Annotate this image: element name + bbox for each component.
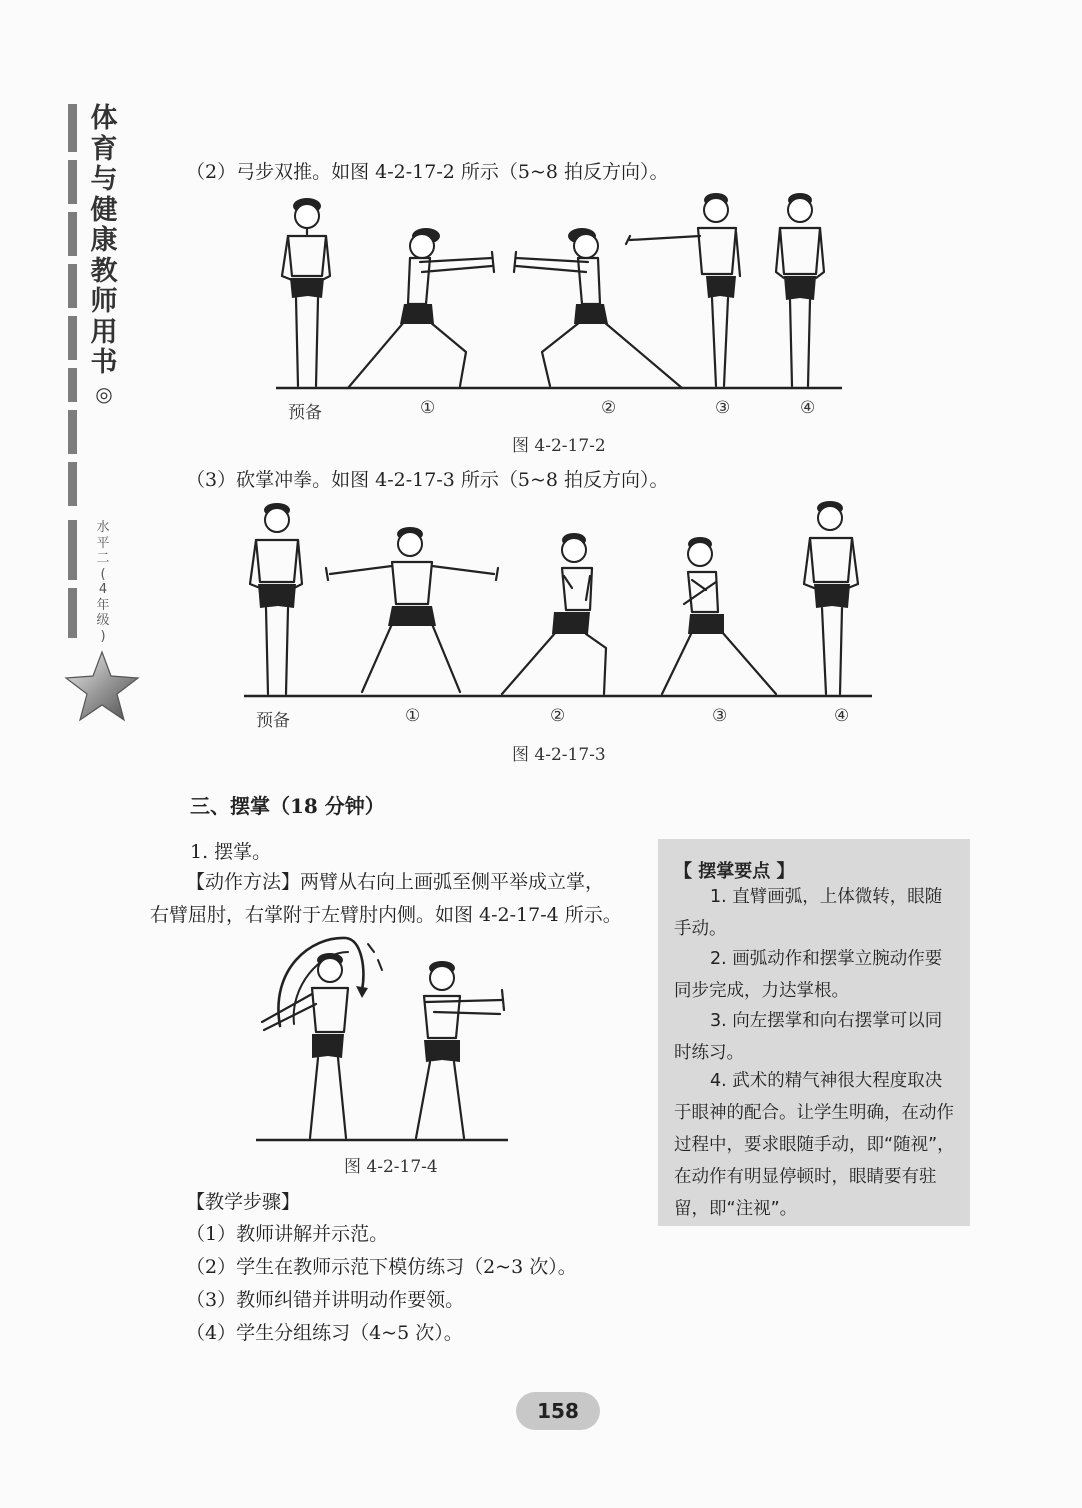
figure-caption: 图 4-2-17-3	[512, 745, 606, 765]
key-point: 4. 武术的精气神很大程度取决于眼神的配合。让学生明确，在动作过程中，要求眼随手动，即“随视”，在动作有明显停顿时，眼睛要有驻留，即“注视”。	[674, 1071, 955, 1219]
grade-level: 水 平 二 ( 4 年 级 )	[96, 520, 110, 644]
page-number: 158	[516, 1392, 600, 1430]
step-item: （4）学生分组练习（4~5 次）。	[186, 1322, 463, 1344]
figure-label: ②	[550, 706, 566, 726]
figure-caption: 图 4-2-17-2	[512, 436, 606, 456]
figure-label: ①	[420, 398, 436, 418]
instruction-2: （2）弓步双推。如图 4-2-17-2 所示（5~8 拍反方向）。	[186, 161, 669, 183]
step-item: （3）教师纠错并讲明动作要领。	[186, 1289, 465, 1311]
method-line-1: 【动作方法】两臂从右向上画弧至侧平举成立掌，	[186, 871, 605, 893]
figure-label: ④	[834, 706, 850, 726]
figure-label: ①	[405, 706, 421, 726]
step-item: （2）学生在教师示范下模仿练习（2~3 次）。	[186, 1256, 577, 1278]
figure-4-2-17-4	[250, 930, 512, 1148]
move-title: 1. 摆掌。	[190, 841, 272, 863]
key-points-box	[658, 839, 970, 1226]
section-heading: 三、摆掌（18 分钟）	[190, 794, 385, 818]
key-point: 2. 画弧动作和摆掌立腕动作要同步完成，力达掌根。	[674, 949, 943, 1001]
figure-4-2-17-3	[240, 498, 880, 704]
step-item: （1）教师讲解并示范。	[186, 1223, 389, 1245]
figure-4-2-17-2	[270, 192, 850, 396]
figure-label: ④	[800, 398, 816, 418]
steps-title: 【教学步骤】	[186, 1191, 301, 1213]
book-title: 体 育 与 健 康 教 师 用 书 ◎	[90, 103, 118, 406]
key-point: 1. 直臂画弧，上体微转，眼随手动。	[674, 887, 943, 939]
star-icon	[62, 650, 142, 722]
method-line-2: 右臂屈肘，右掌附于左臂肘内侧。如图 4-2-17-4 所示。	[150, 904, 622, 926]
figure-caption: 图 4-2-17-4	[344, 1157, 438, 1177]
figure-label: ③	[712, 706, 728, 726]
figure-label: ③	[715, 398, 731, 418]
key-points-title: 【 摆掌要点 】	[674, 861, 795, 882]
figure-label: ②	[601, 398, 617, 418]
figure-label: 预备	[256, 711, 290, 731]
figure-label: 预备	[288, 403, 322, 423]
instruction-3: （3）砍掌冲拳。如图 4-2-17-3 所示（5~8 拍反方向）。	[186, 469, 669, 491]
key-point: 3. 向左摆掌和向右摆掌可以同时练习。	[674, 1011, 943, 1063]
